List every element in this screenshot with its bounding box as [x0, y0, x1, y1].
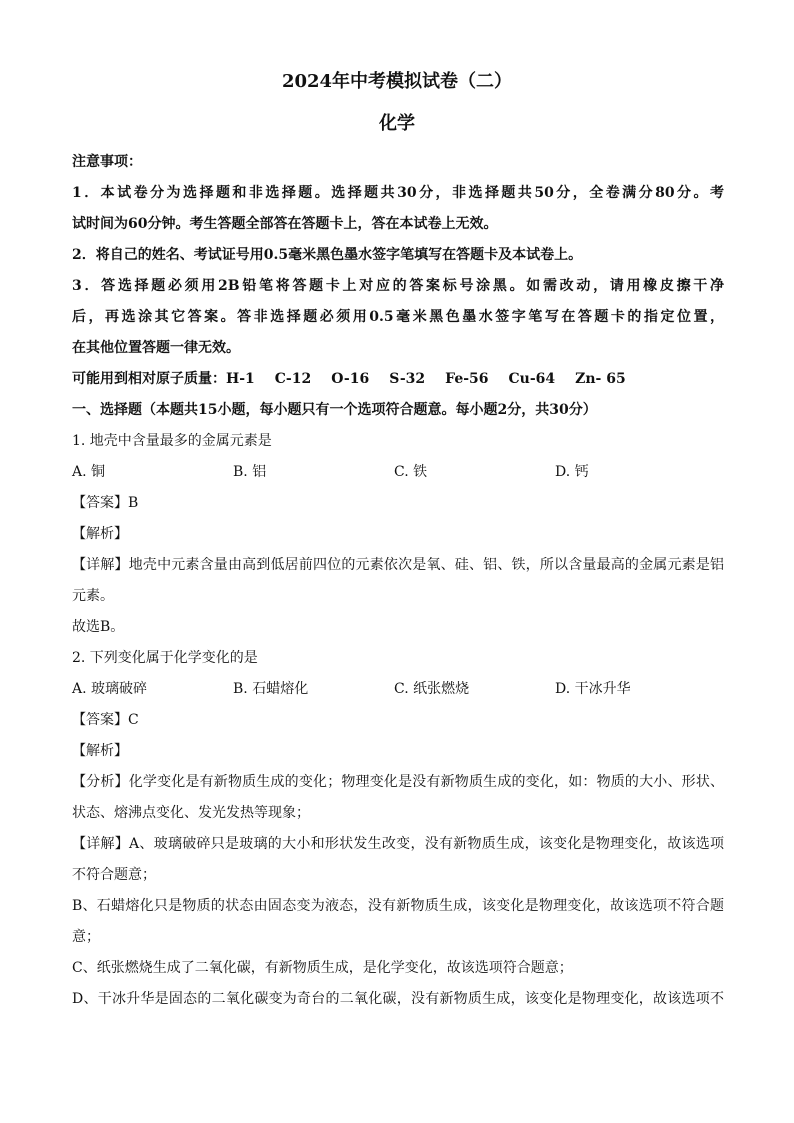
question-1-conclusion: 故选B。: [72, 619, 125, 635]
question-2-analysis-line-2: 状态、熔沸点变化、发光发热等现象；: [72, 805, 310, 821]
question-2-detail-b-line-2: 意；: [72, 929, 100, 945]
question-1-stem: 1. 地壳中含量最多的金属元素是: [72, 433, 272, 449]
atomic-mass: Cu-64: [508, 371, 556, 387]
notice-item-3-line-3: 在其他位置答题一律无效。: [72, 340, 240, 356]
notice-item-3-line-1: 3．答选择题必须用2B铅笔将答题卡上对应的答案标号涂黑。如需改动，请用橡皮擦干净: [72, 278, 724, 294]
notice-item-1-line-2: 试时间为60分钟。考生答题全部答在答题卡上，答在本试卷上无效。: [72, 216, 498, 232]
question-2-detail-d-line-1: D、干冰升华是固态的二氧化碳变为奇台的二氧化碳，没有新物质生成，该变化是物理变化，故该选项不: [72, 991, 724, 1007]
atomic-masses: [72, 364, 724, 395]
option-a: A. 铜: [72, 464, 106, 480]
question-1-options: [72, 457, 724, 488]
atomic-mass: Zn- 65: [575, 371, 626, 387]
question-2-stem: 2. 下列变化属于化学变化的是: [72, 650, 258, 666]
atomic-mass: O-16: [331, 371, 370, 387]
option-a: A. 玻璃破碎: [72, 681, 148, 697]
notice-item-3-line-2: 后，再选涂其它答案。答非选择题必须用0.5毫米黑色墨水签字笔写在答题卡的指定位置，: [72, 309, 724, 325]
question-2-detail-a-line-2: 不符合题意；: [72, 867, 156, 883]
option-b: B. 石蜡熔化: [233, 681, 309, 697]
question-2-detail-c: C、纸张燃烧生成了二氧化碳，有新物质生成，是化学变化，故该选项符合题意；: [72, 960, 573, 976]
option-d: D. 干冰升华: [555, 681, 631, 697]
notice-heading: 注意事项：: [72, 154, 142, 170]
document-body: [72, 147, 724, 1015]
option-c: C. 铁: [394, 464, 428, 480]
question-1-detail-line-1: 【详解】地壳中元素含量由高到低居前四位的元素依次是氧、硅、铝、铁，所以含量最高的金属元素是铝: [72, 557, 724, 573]
question-2-detail-b-line-1: B、石蜡熔化只是物质的状态由固态变为液态，没有新物质生成，该变化是物理变化，故该选项不符合题: [72, 898, 724, 914]
question-1-analysis-label: 【解析】: [72, 526, 128, 542]
question-2-options: [72, 674, 724, 705]
option-b: B. 铝: [233, 464, 267, 480]
page-title: 2024年中考模拟试卷（二）: [281, 71, 513, 92]
question-1-detail-line-2: 元素。: [72, 588, 114, 604]
notice-item-1-line-1: 1．本试卷分为选择题和非选择题。选择题共30分，非选择题共50分，全卷满分80分。考: [72, 185, 724, 201]
notice-item-2: 2．将自己的姓名、考试证号用0.5毫米黑色墨水签字笔填写在答题卡及本试卷上。: [72, 247, 583, 263]
question-1-answer: 【答案】B: [72, 495, 139, 511]
question-2-answer: 【答案】C: [72, 712, 139, 728]
atomic-masses-label: 可能用到相对原子质量：: [72, 371, 226, 387]
atomic-mass: H-1: [226, 371, 255, 387]
subject-title: 化学: [379, 113, 415, 134]
option-c: C. 纸张燃烧: [394, 681, 470, 697]
question-2-analysis-label: 【解析】: [72, 743, 128, 759]
option-d: D. 钙: [555, 464, 589, 480]
atomic-mass: C-12: [274, 371, 312, 387]
question-2-analysis-line-1: 【分析】化学变化是有新物质生成的变化；物理变化是没有新物质生成的变化，如：物质的大小、形状、: [72, 774, 724, 790]
question-2-detail-a-line-1: 【详解】A、玻璃破碎只是玻璃的大小和形状发生改变，没有新物质生成，该变化是物理变化，故该选项: [72, 836, 724, 852]
atomic-mass: Fe-56: [445, 371, 489, 387]
section-heading: 一、选择题（本题共15小题，每小题只有一个选项符合题意。每小题2分，共30分）: [72, 402, 597, 418]
atomic-mass: S-32: [389, 371, 426, 387]
